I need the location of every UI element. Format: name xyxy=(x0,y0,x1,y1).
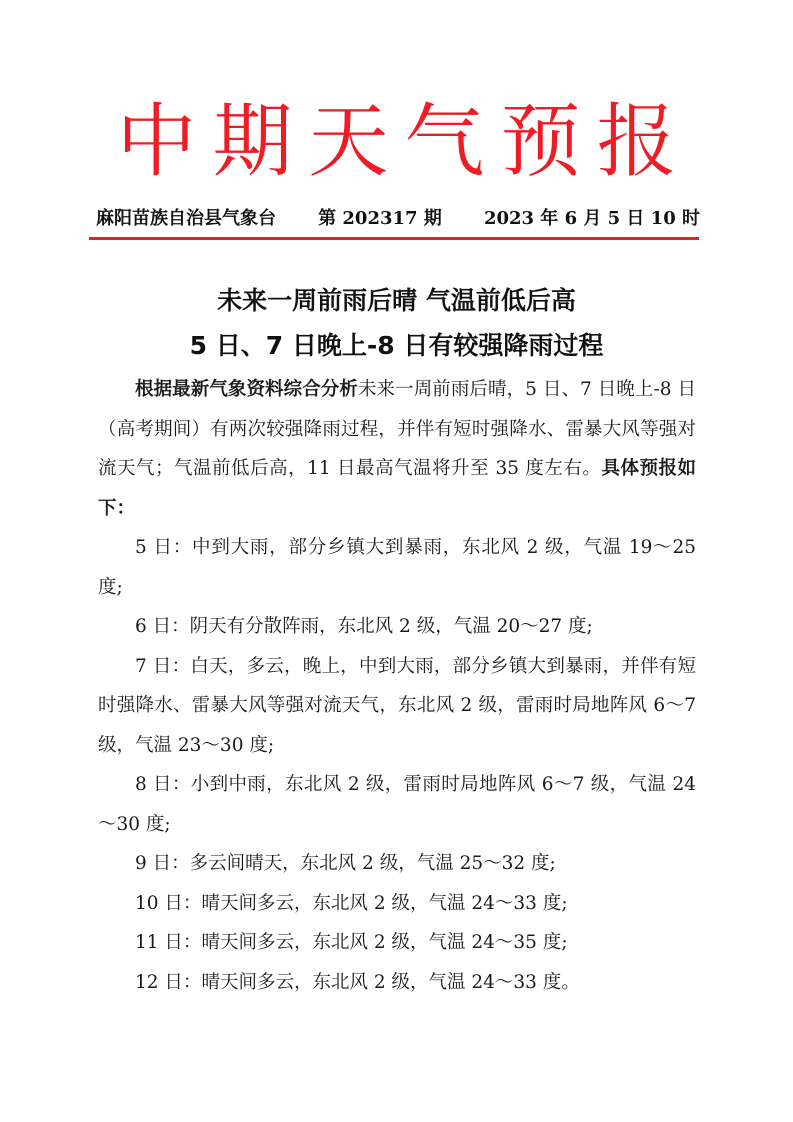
issue-number: 第 202317 期 xyxy=(318,208,442,229)
forecast-day-item: 5 日：中到大雨，部分乡镇大到暴雨，东北风 2 级，气温 19～25 度; xyxy=(98,537,696,598)
summary-lead: 根据最新气象资料综合分析 xyxy=(135,379,358,400)
forecast-day-text: 白天，多云，晚上，中到大雨，部分乡镇大到暴雨，并伴有短时强降水、雷暴大风等强对流天气，东北风 2 级，雷雨时局地阵风 6～7 级，气温 23～30 度; xyxy=(98,655,696,756)
forecast-day-item: 11 日：晴天间多云，东北风 2 级，气温 24～35 度; xyxy=(135,932,568,953)
forecast-day-item: 6 日：阴天有分散阵雨，东北风 2 级，气温 20～27 度; xyxy=(135,616,593,637)
issue-info-line xyxy=(96,204,700,234)
forecast-day-text: 多云间晴天，东北风 2 级，气温 25～32 度; xyxy=(189,853,556,874)
headline-line-2: 5 日、7 日晚上-8 日有较强降雨过程 xyxy=(189,331,604,360)
forecast-day-label: 12 日 xyxy=(135,971,183,993)
forecast-day-label: 10 日 xyxy=(135,892,183,914)
forecast-day-item: 10 日：晴天间多云，东北风 2 级，气温 24～33 度; xyxy=(135,892,568,914)
forecast-body xyxy=(98,370,696,1002)
forecast-day-text: 晴天间多云，东北风 2 级，气温 24～33 度; xyxy=(201,892,568,914)
forecast-day-text: 晴天间多云，东北风 2 级，气温 24～33 度。 xyxy=(201,971,580,993)
headline-line-1: 未来一周前雨后晴 气温前低后高 xyxy=(217,286,576,315)
summary-paragraph xyxy=(98,370,696,528)
red-divider-rule xyxy=(89,237,699,240)
forecast-day-label: 7 日 xyxy=(135,655,172,677)
forecast-day-label: 11 日 xyxy=(135,932,183,953)
forecast-day-text: 小到中雨，东北风 2 级，雷雨时局地阵风 6～7 级，气温 24～30 度; xyxy=(98,774,696,835)
forecast-day-text: 晴天间多云，东北风 2 级，气温 24～35 度; xyxy=(201,932,568,953)
forecast-day-item: 9 日：多云间晴天，东北风 2 级，气温 25～32 度; xyxy=(135,853,556,874)
forecast-day-item: 12 日：晴天间多云，东北风 2 级，气温 24～33 度。 xyxy=(135,971,580,993)
forecast-day-item: 7 日：白天，多云，晚上，中到大雨，部分乡镇大到暴雨，并伴有短时强降水、雷暴大风等强对流天气，东北风 2 级，雷雨时局地阵风 6～7 级，气温 23～30 度; xyxy=(98,655,696,756)
forecast-day-label: 6 日 xyxy=(135,616,172,637)
masthead-title: 中期天气预报 xyxy=(116,95,693,188)
summary-tail: 具体预报如下： xyxy=(98,458,696,519)
forecast-day-label: 9 日 xyxy=(135,853,172,874)
forecast-day-label: 5 日 xyxy=(135,537,173,558)
summary-text: 未来一周前雨后晴，5 日、7 日晚上-8 日（高考期间）有两次较强降雨过程，并伴有短时强降水、雷暴大风等强对流天气；气温前低后高，11 日最高气温将升至 35 度左右。 xyxy=(98,379,696,479)
forecast-day-label: 8 日 xyxy=(135,774,172,795)
issue-datetime: 2023 年 6 月 5 日 10 时 xyxy=(483,208,700,229)
issuing-office: 麻阳苗族自治县气象台 xyxy=(96,208,276,229)
forecast-day-text: 中到大雨，部分乡镇大到暴雨，东北风 2 级，气温 19～25 度; xyxy=(98,537,696,598)
forecast-day-item: 8 日：小到中雨，东北风 2 级，雷雨时局地阵风 6～7 级，气温 24～30 度; xyxy=(98,774,696,835)
forecast-day-text: 阴天有分散阵雨，东北风 2 级，气温 20～27 度; xyxy=(189,616,593,637)
